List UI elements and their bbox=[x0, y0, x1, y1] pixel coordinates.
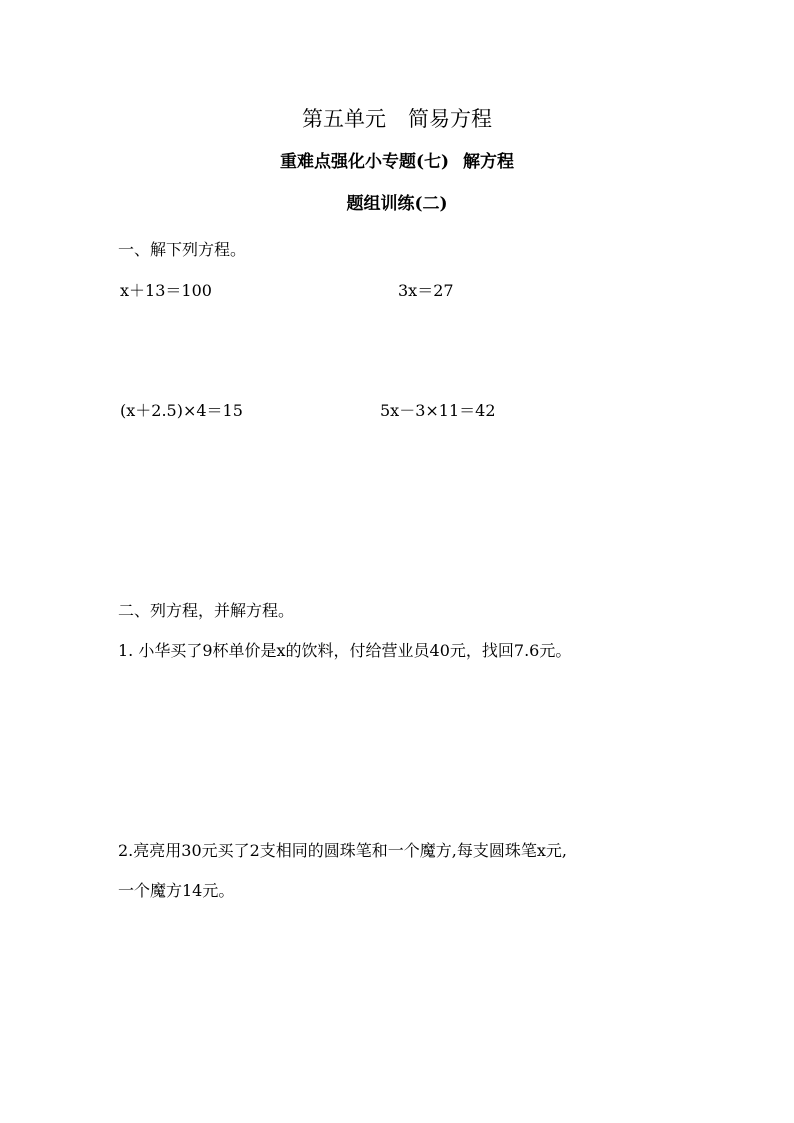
topic-name: 解方程 bbox=[463, 152, 515, 172]
unit-label: 第五单元 bbox=[302, 107, 386, 131]
word-problem-2-line-1: 2.亮亮用30元买了2支相同的圆珠笔和一个魔方,每支圆珠笔x元, bbox=[118, 841, 568, 860]
section-1-heading: 一、解下列方程。 bbox=[118, 240, 247, 259]
equation-3: (x＋2.5)×4＝15 bbox=[120, 401, 243, 420]
section-2-heading: 二、列方程，并解方程。 bbox=[118, 601, 295, 620]
set-title: 题组训练(二) bbox=[346, 194, 448, 214]
equation-1: x＋13＝100 bbox=[120, 281, 212, 300]
equation-4: 5x－3×11＝42 bbox=[380, 401, 496, 420]
word-problem-2-line-2: 一个魔方14元。 bbox=[118, 881, 235, 900]
word-problem-1: 1. 小华买了9杯单价是x的饮料，付给营业员40元，找回7.6元。 bbox=[118, 641, 572, 660]
unit-title bbox=[0, 103, 794, 133]
topic-title bbox=[0, 147, 794, 172]
topic-label: 重难点强化小专题(七) bbox=[279, 152, 450, 172]
equation-2: 3x＝27 bbox=[398, 281, 454, 300]
unit-name: 简易方程 bbox=[408, 107, 492, 131]
